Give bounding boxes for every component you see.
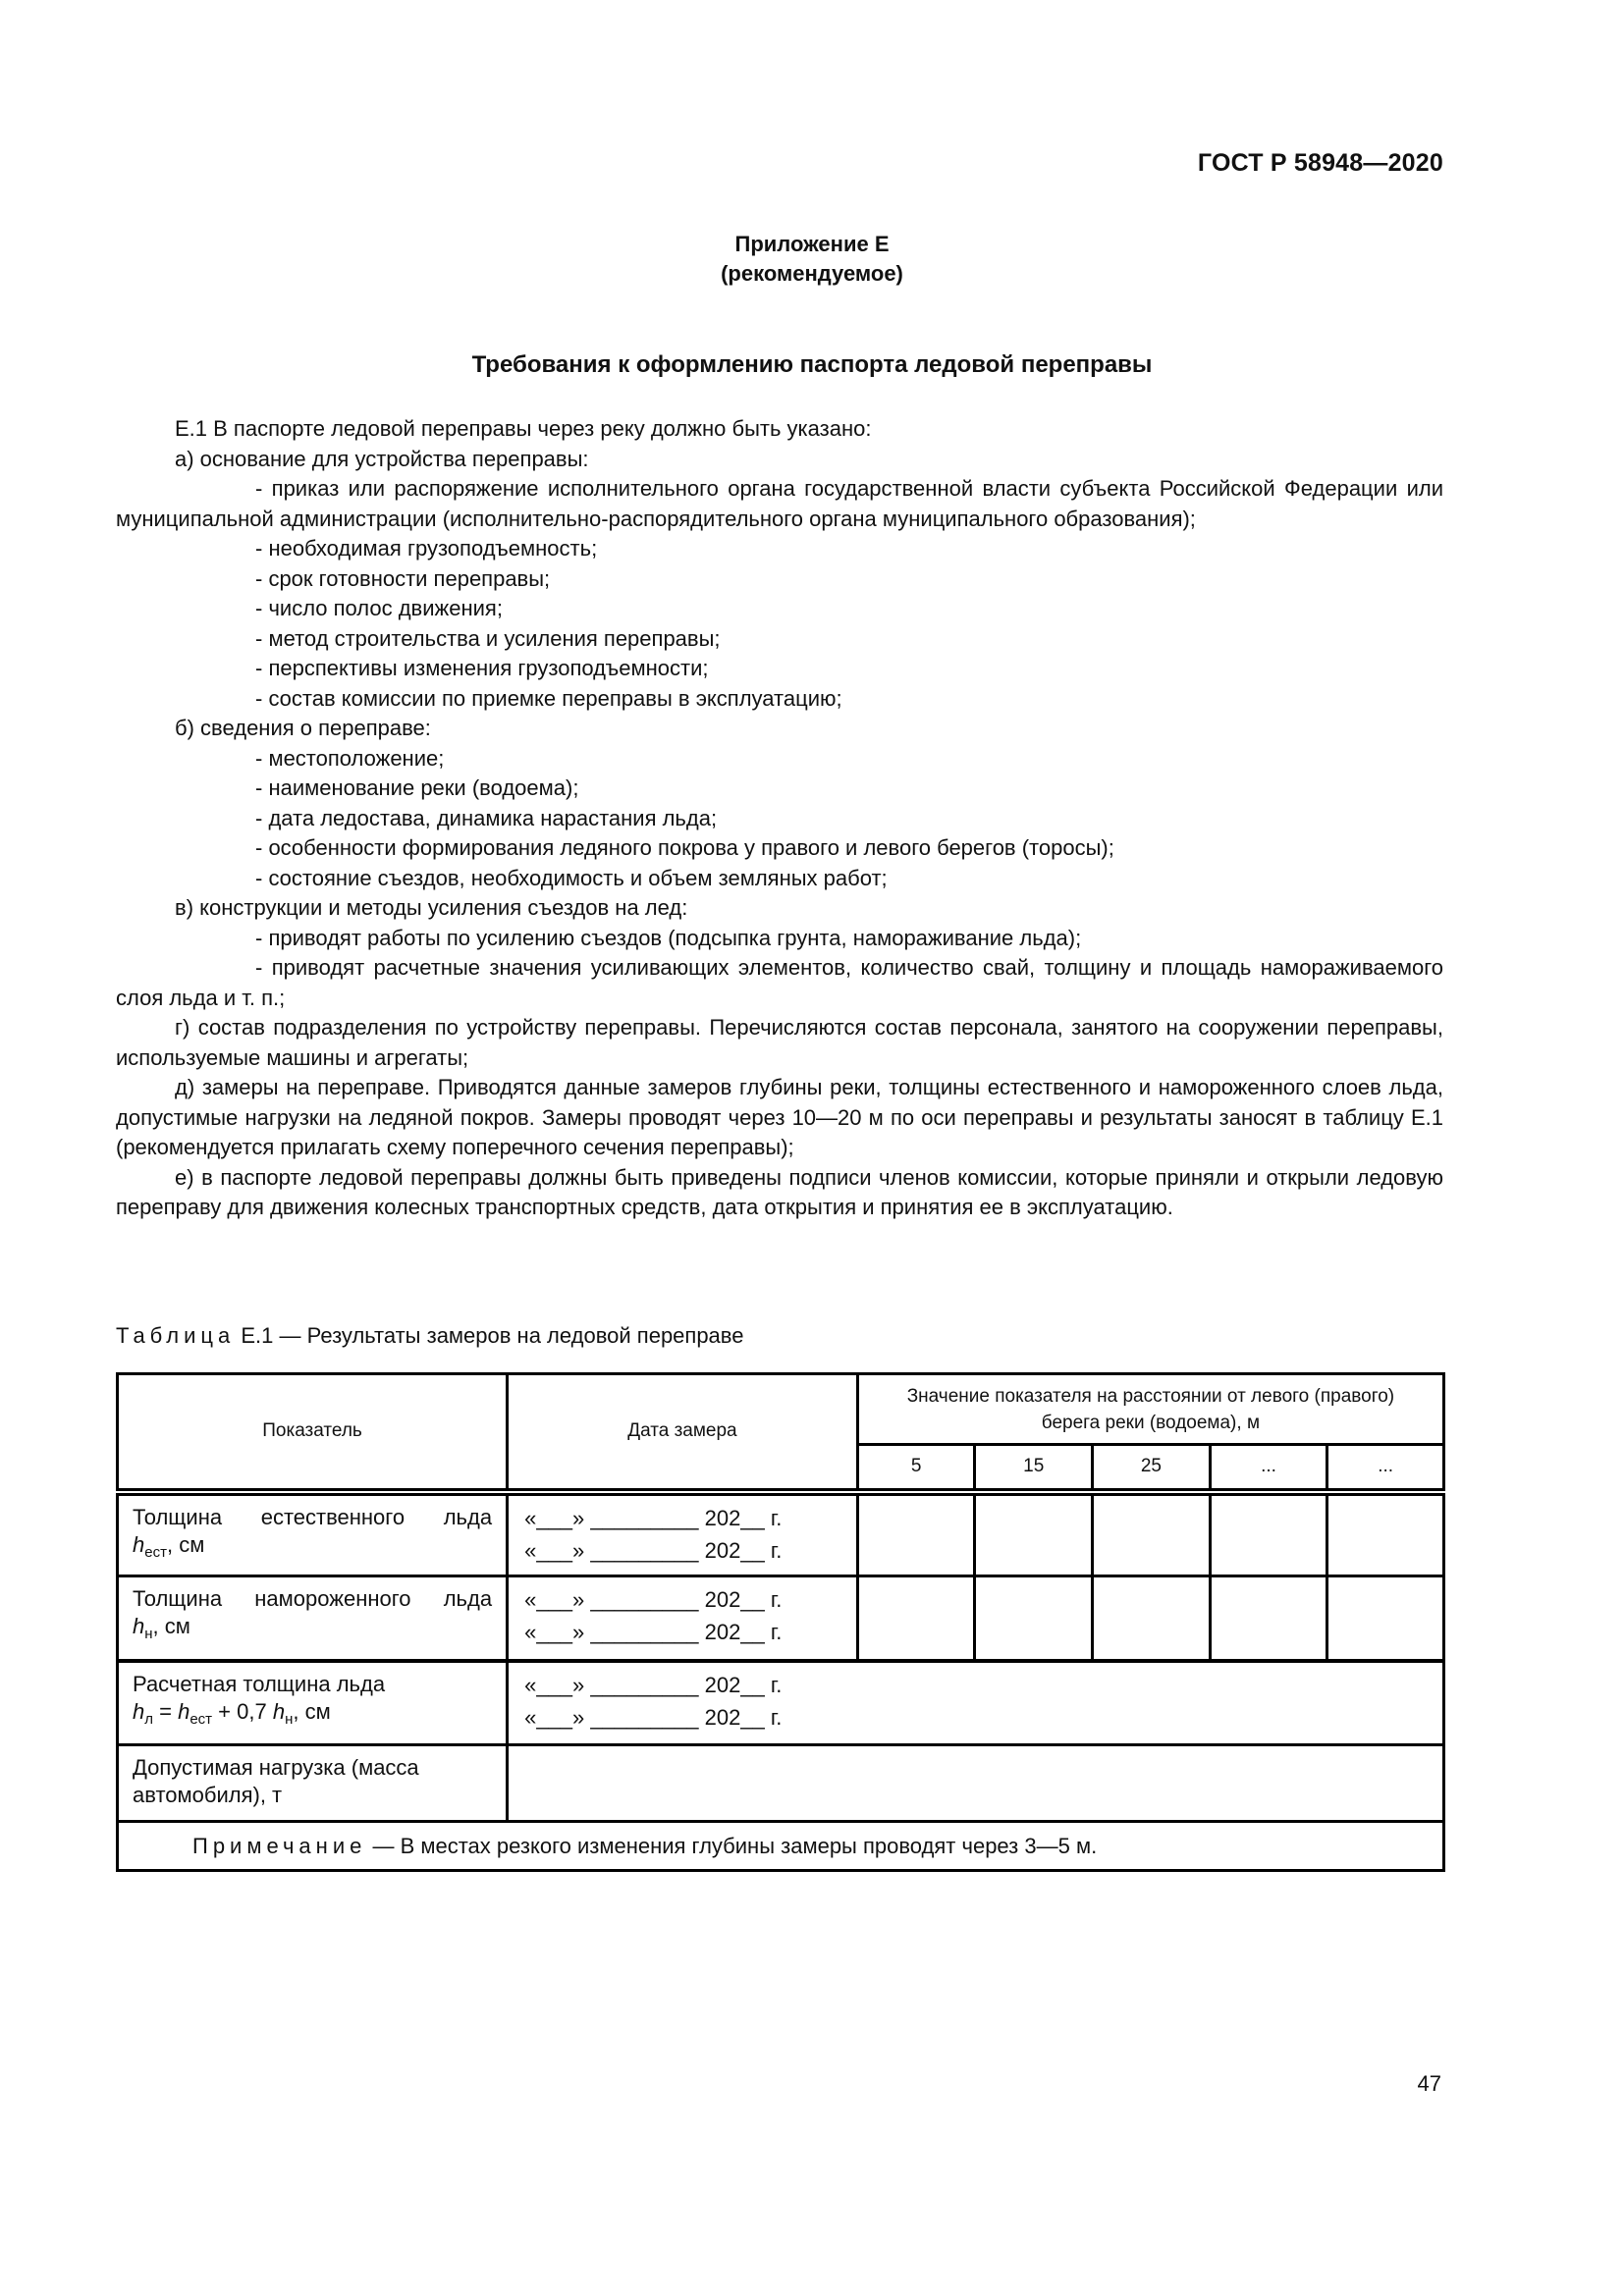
item-a-bullet: - число полос движения;	[255, 596, 503, 620]
note-text: — В местах резкого изменения глубины замеры проводят через 3—5 м.	[366, 1833, 1098, 1858]
header-date: Дата замера	[508, 1374, 858, 1492]
intro-paragraph: Е.1 В паспорте ледовой переправы через реку должно быть указано:	[175, 416, 872, 441]
header-distance-more: ...	[1210, 1445, 1327, 1492]
note-word: Примечание	[192, 1833, 367, 1858]
item-b-bullet: - местоположение;	[255, 745, 445, 771]
table-caption-text: Е.1 — Результаты замеров на ледовой переправе	[235, 1323, 744, 1348]
header-distance-more: ...	[1327, 1445, 1444, 1492]
unit: , см	[166, 1531, 205, 1557]
item-a-bullet: - состав комиссии по приемке переправы в эксплуатацию;	[255, 685, 842, 711]
date-field[interactable]: «___» _________ 202__ г.	[524, 1537, 783, 1563]
date-field[interactable]: «___» _________ 202__ г.	[524, 1587, 783, 1612]
value-cell[interactable]	[975, 1576, 1093, 1661]
header-distance-5: 5	[857, 1445, 975, 1492]
item-b-bullet: - наименование реки (водоема);	[255, 775, 579, 800]
row-label-allowed-load: Допустимая нагрузка (масса автомобиля), т	[118, 1745, 508, 1822]
item-a-bullet: - срок готовности переправы;	[255, 565, 551, 591]
symbol-subscript: н	[144, 1626, 153, 1642]
table-note-row	[118, 1822, 1444, 1871]
item-b-label: б) сведения о переправе:	[175, 716, 431, 740]
value-cell[interactable]	[857, 1576, 975, 1661]
header-distance: Значение показателя на расстоянии от левого (правого) берега реки (водоема), м	[857, 1374, 1443, 1445]
date-field[interactable]: «___» _________ 202__ г.	[524, 1505, 783, 1530]
item-a-bullet: - приказ или распоряжение исполнительного органа государственной власти субъекта Российской Федерации или муниципальной администрации (исполнительно-распорядительного органа муниципального образования);	[116, 476, 1443, 531]
date-field[interactable]: «___» _________ 202__ г.	[524, 1672, 783, 1697]
page-number: 47	[1417, 2071, 1441, 2096]
header-distance-15: 15	[975, 1445, 1093, 1492]
appendix-status: (рекомендуемое)	[721, 261, 903, 286]
appendix-heading	[0, 230, 1624, 289]
value-cell[interactable]	[975, 1492, 1093, 1576]
label-symbol	[133, 1531, 492, 1567]
value-cell[interactable]	[857, 1492, 975, 1576]
value-cell[interactable]	[1327, 1576, 1444, 1661]
table-note	[118, 1822, 1444, 1871]
item-a-bullet: - необходимая грузоподъемность;	[255, 536, 598, 561]
appendix-title: Приложение Е	[734, 232, 890, 256]
item-v-label: в) конструкции и методы усиления съездов на лед:	[175, 895, 688, 920]
date-cell[interactable]	[508, 1576, 858, 1661]
symbol: h	[133, 1531, 145, 1557]
date-cell[interactable]	[508, 1492, 858, 1576]
value-cell[interactable]	[1093, 1492, 1211, 1576]
table-row	[118, 1745, 1444, 1822]
label-formula: $h_л = h_{ест} + 0,7$ $h_н$, см	[133, 1698, 331, 1728]
value-cell[interactable]	[1210, 1576, 1327, 1661]
date-field[interactable]: «___» _________ 202__ г.	[524, 1620, 783, 1644]
unit: , см	[152, 1614, 190, 1638]
item-b-bullet: - особенности формирования ледяного покрова у правого и левого берегов (торосы);	[255, 835, 1114, 860]
item-a-label: а) основание для устройства переправы:	[175, 446, 589, 471]
symbol: h	[133, 1614, 145, 1638]
symbol-subscript: ест	[144, 1543, 167, 1561]
label-text: Расчетная толщина льда	[133, 1671, 386, 1696]
item-e-paragraph: е) в паспорте ледовой переправы должны быть приведены подписи членов комиссии, которые приняли и открыли ледовую переправу для движения колесных транспортных средств, дата открытия и принятия ее в эксплуатацию.	[116, 1164, 1443, 1219]
item-d-paragraph: д) замеры на переправе. Приводятся данные замеров глубины реки, толщины естественного и намороженного слоев льда, допустимые нагрузки на ледяной покров. Замеры проводят через 10—20 м по оси переправы и результаты заносят в таблицу Е.1 (рекомендуется прилагать схему поперечного сечения переправы);	[116, 1075, 1443, 1159]
item-b-bullet: - дата ледостава, динамика нарастания льда;	[255, 805, 718, 830]
row-label-design-thickness	[118, 1661, 508, 1745]
item-b-bullet: - состояние съездов, необходимость и объем земляных работ;	[255, 865, 888, 890]
row-label-natural-ice	[118, 1492, 508, 1576]
date-field[interactable]: «___» _________ 202__ г.	[524, 1704, 783, 1730]
item-a-bullet: - перспективы изменения грузоподъемности;	[255, 656, 709, 680]
item-a-bullet: - метод строительства и усиления переправы;	[255, 625, 721, 651]
table-caption	[116, 1323, 743, 1349]
value-cell[interactable]	[1210, 1492, 1327, 1576]
section-title: Требования к оформлению паспорта ледовой переправы	[471, 351, 1153, 378]
label-text: Толщина намороженного льда	[133, 1586, 493, 1611]
label-text: Толщина естественного льда	[133, 1504, 493, 1529]
value-cell[interactable]	[1327, 1492, 1444, 1576]
table-row	[118, 1661, 1444, 1745]
item-g-paragraph: г) состав подразделения по устройству переправы. Перечисляются состав персонала, занятого на сооружении переправы, используемые машины и агрегаты;	[116, 1015, 1443, 1070]
row-label-frozen-ice	[118, 1576, 508, 1661]
item-v-bullet: - приводят работы по усилению съездов (подсыпка грунта, намораживание льда);	[255, 925, 1082, 950]
document-code: ГОСТ Р 58948—2020	[1197, 149, 1443, 177]
measurements-table	[116, 1372, 1445, 1872]
table-caption-word: Таблица	[116, 1323, 236, 1348]
body-text	[116, 414, 1443, 1223]
value-cell[interactable]	[1093, 1576, 1211, 1661]
header-distance-25: 25	[1093, 1445, 1211, 1492]
date-cell[interactable]	[508, 1661, 1444, 1745]
table-header-row	[118, 1374, 1444, 1445]
item-v-bullet: - приводят расчетные значения усиливающих элементов, количество свай, толщину и площадь намораживаемого слоя льда и т. п.;	[116, 955, 1443, 1010]
header-indicator: Показатель	[118, 1374, 508, 1492]
table-row	[118, 1492, 1444, 1576]
value-cell[interactable]	[508, 1745, 1444, 1822]
label-symbol	[133, 1613, 492, 1648]
table-row	[118, 1576, 1444, 1661]
